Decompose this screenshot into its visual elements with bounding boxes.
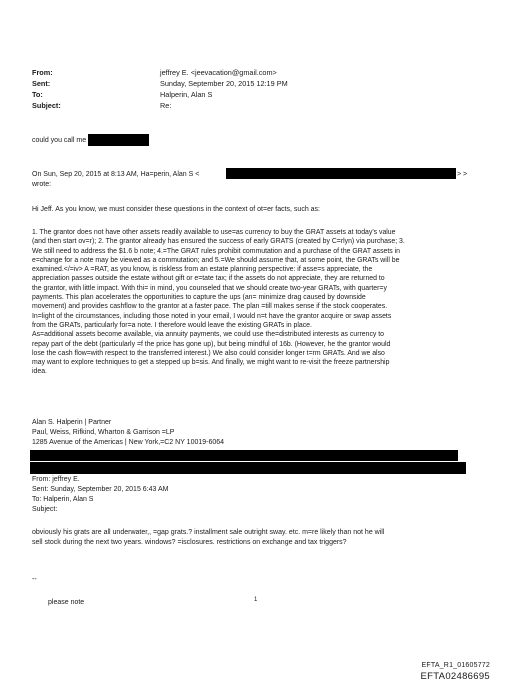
paragraph-line: movement) and provides cashflow to the grantor at a faster pace. The plan =till makes sense if the stock cooperates. — [32, 303, 388, 311]
quote-intro-line: On Sun, Sep 20, 2015 at 8:13 AM, Ha=perin, Alan S < — [32, 171, 200, 178]
paragraph-line: In=light of the circumstances, including those noted in your email, I would n=t have the grantor acquire or swap assets — [32, 312, 392, 320]
redaction-box — [88, 134, 149, 146]
paragraph-line: appreciation passes outside the estate without gift or e=tate tax; if the assets do not appreciate, they are returned to — [32, 275, 385, 283]
subject-label: Subject: — [32, 101, 61, 110]
signature-name: Alan S. Halperin | Partner — [32, 419, 112, 426]
signature-firm: Paul, Weiss, Rifkind, Wharton & Garrison =LP — [32, 429, 175, 436]
paragraph-line: lose the cash flow=with respect to the transferred interest.) We also could consider longer t=rm GRATs. And we also — [32, 349, 385, 357]
signature-dashes: -- — [32, 576, 37, 583]
fwd-from: From: jeffrey E. — [32, 476, 80, 483]
paragraph-line: As=additional assets become available, via annuity payments, we could use the=distributed interests as currency to — [32, 331, 385, 339]
fwd-subject: Subject: — [32, 506, 58, 513]
please-note-line: please note — [48, 599, 85, 606]
efta-small-id: EFTA_R1_01605772 — [421, 662, 490, 669]
paragraph-line: e=change for a note may be viewed as a commutation; and 5.=We should assume that, at some point, the GRATs will be — [32, 256, 400, 264]
greeting-line: Hi Jeff. As you know, we must consider these questions in the context of ot=er facts, such as: — [32, 206, 320, 213]
to-label: To: — [32, 90, 43, 99]
redaction-box — [226, 168, 456, 179]
sent-value: Sunday, September 20, 2015 12:19 PM — [160, 79, 288, 88]
paragraph-line: idea. — [32, 368, 47, 376]
paragraph-line: the grantor, with little impact. With thi= in mind, you counseled that we should create two-year GRATs, with quarter=y — [32, 284, 387, 292]
fwd-body-line: obviously his grats are all underwater,, =gap grats.? installment sale outright sway. etc. m=re likely than not he will — [32, 529, 385, 536]
fwd-to: To: Halperin, Alan S — [32, 496, 94, 503]
page-number: 1 — [254, 597, 258, 603]
call-line: could you call me — [32, 137, 87, 144]
paragraph-line: 1. The grantor does not have other assets readily available to use=as currency to buy the GRAT assets at today's value — [32, 229, 396, 236]
fwd-sent: Sent: Sunday, September 20, 2015 6:43 AM — [32, 486, 169, 493]
to-value: Halperin, Alan S — [160, 90, 213, 99]
redaction-box — [30, 450, 458, 461]
efta-large-id: EFTA02486695 — [420, 671, 490, 682]
paragraph-line: from the GRATs, particularly for=a note. I therefore would leave the existing GRATs in place. — [32, 321, 312, 329]
from-value: jeffrey E. <jeevacation@gmail.com> — [160, 68, 277, 77]
quote-wrote-line: wrote: — [32, 181, 52, 188]
paragraph-line: (and then start ov=r); 2. The grantor already has ensured the success of early GRATS (created by C=rlyn) via purchase; 3. — [32, 238, 405, 246]
paragraph-line: We still need to address the $1.6 b note; 4.=The GRAT rules prohibit commutation and a purchase of the GRAT assets in — [32, 247, 401, 255]
redaction-box — [30, 462, 466, 474]
quote-intro-end: > > — [457, 171, 468, 178]
paragraph-line: repay part of the debt (particularly =f the price has gone up), but being mindful of 16b. (However, he the grantor would — [32, 340, 391, 348]
paragraph-line: may want to explore techniques to get a stepped up b=sis. And finally, we might want to re-visit the freeze partnership — [32, 359, 390, 367]
subject-value: Re: — [160, 101, 172, 110]
paragraph-line: payments. This plan accelerates the opportunities to capture the ups (an= minimize drag caused by downside — [32, 294, 366, 302]
main-paragraph — [32, 228, 480, 377]
sent-label: Sent: — [32, 79, 51, 88]
paragraph-line: examined.</=iv> A =RAT, as you know, is riskless from an estate planning perspective: if asse=s appreciate, the — [32, 266, 373, 274]
signature-address: 1285 Avenue of the Americas | New York,=C2 NY 10019-6064 — [32, 439, 225, 446]
fwd-body-line: sell stock during the next two years. windows? =isclosures. restrictions on exchange and tax triggers? — [32, 539, 347, 546]
from-label: From: — [32, 68, 53, 77]
